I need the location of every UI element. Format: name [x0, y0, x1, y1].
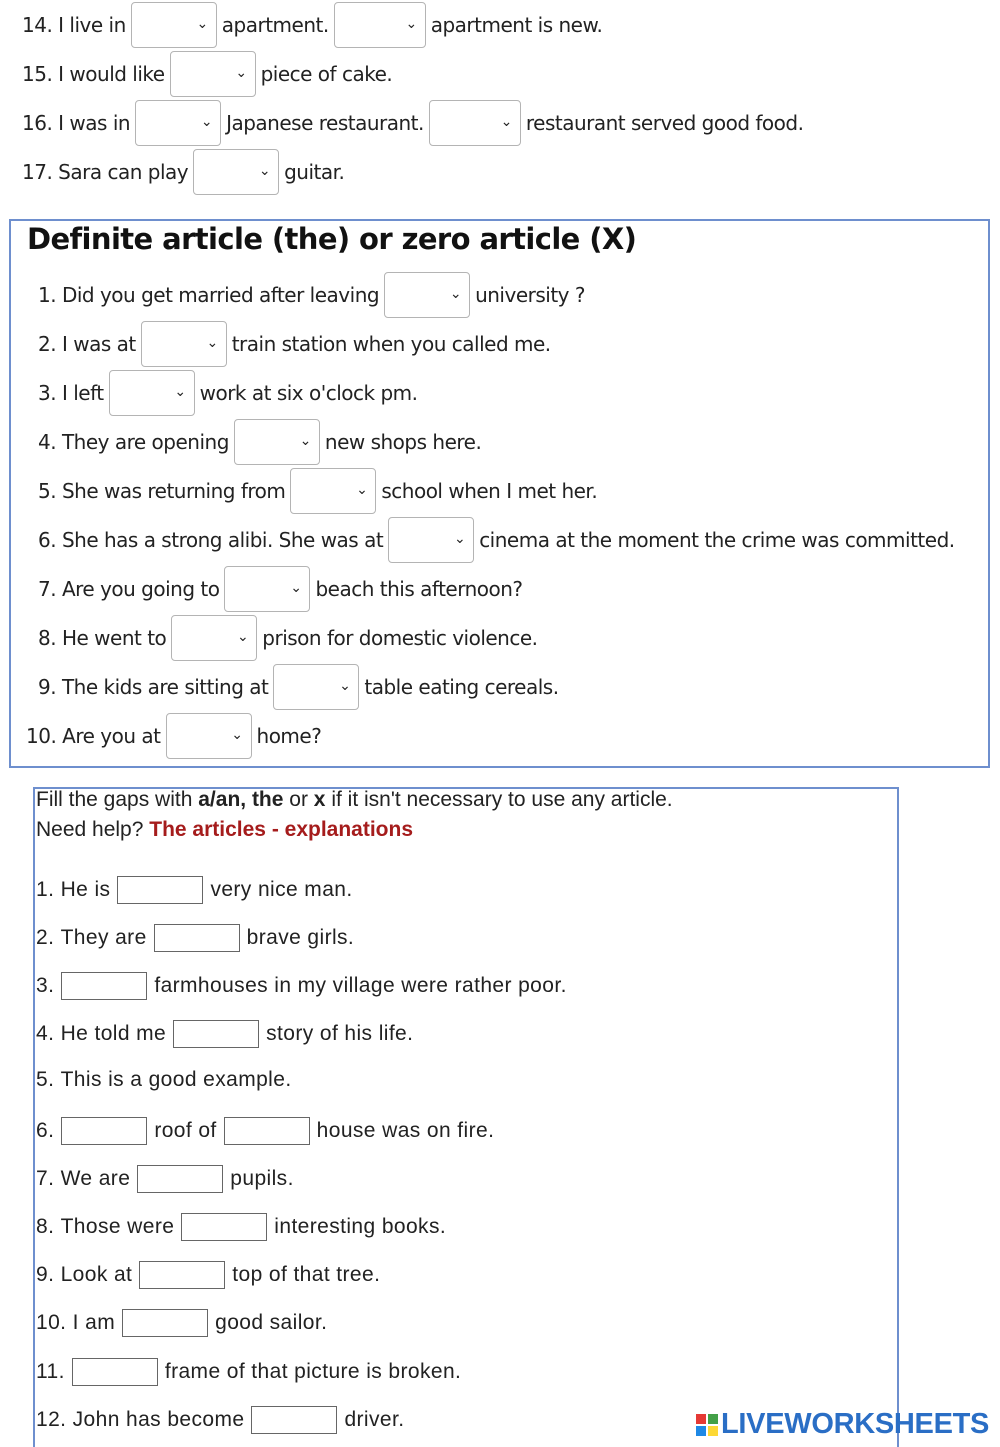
explanations-link[interactable]: The articles - explanations	[149, 818, 414, 841]
question-row	[36, 972, 567, 1000]
question-row	[36, 876, 353, 904]
chevron-down-icon: ⌄	[500, 114, 512, 130]
question-number: 9.	[38, 675, 57, 699]
question-text: We are	[60, 1167, 131, 1190]
question-number: 2.	[38, 332, 57, 356]
question-text: Sara can play	[58, 160, 189, 184]
instruction-text: a/an, the	[198, 788, 284, 811]
article-dropdown[interactable]	[234, 419, 320, 465]
question-text: I am	[72, 1311, 116, 1334]
answer-input[interactable]	[181, 1213, 267, 1241]
question-number: 14.	[22, 13, 53, 37]
answer-input[interactable]	[173, 1020, 259, 1048]
article-dropdown[interactable]	[334, 2, 426, 48]
question-text: university ?	[475, 283, 585, 307]
question-number: 6.	[38, 528, 57, 552]
question-text: roof of	[154, 1119, 217, 1142]
question-number: 3.	[38, 381, 57, 405]
article-dropdown[interactable]	[224, 566, 310, 612]
question-row	[38, 468, 597, 514]
question-row	[36, 1117, 494, 1145]
question-number: 8.	[36, 1215, 55, 1238]
question-row	[36, 1068, 292, 1092]
question-text: guitar.	[284, 160, 345, 184]
chevron-down-icon: ⌄	[453, 531, 466, 547]
question-row	[22, 51, 392, 97]
question-row	[38, 517, 955, 563]
answer-input[interactable]	[224, 1117, 310, 1145]
question-text: very nice man.	[210, 878, 353, 901]
question-number: 17.	[22, 160, 53, 184]
logo-mark-icon	[696, 1414, 718, 1436]
question-text: I would like	[58, 62, 165, 86]
question-number: 16.	[22, 111, 53, 135]
article-dropdown[interactable]	[109, 370, 195, 416]
chevron-down-icon: ⌄	[290, 580, 302, 596]
chevron-down-icon: ⌄	[235, 65, 247, 81]
question-text: house was on fire.	[316, 1119, 495, 1142]
question-number: 3.	[36, 974, 55, 997]
question-text: Look at	[60, 1263, 133, 1286]
question-row	[36, 1261, 380, 1289]
chevron-down-icon: ⌄	[258, 163, 271, 179]
question-text: The kids are sitting at	[61, 675, 269, 699]
question-text: train station when you called me.	[231, 332, 551, 356]
instructions	[36, 788, 673, 812]
question-text: John has become	[72, 1408, 245, 1431]
chevron-down-icon: ⌄	[174, 384, 186, 400]
answer-input[interactable]	[61, 1117, 147, 1145]
article-dropdown[interactable]	[388, 517, 474, 563]
article-dropdown[interactable]	[135, 100, 221, 146]
question-number: 4.	[38, 430, 57, 454]
chevron-down-icon: ⌄	[299, 433, 311, 449]
question-text: work at six o'clock pm.	[199, 381, 418, 405]
question-text: brave girls.	[246, 926, 355, 949]
question-row	[36, 924, 354, 952]
article-dropdown[interactable]	[384, 272, 470, 318]
instruction-text: Fill the gaps with	[36, 788, 199, 811]
question-text: good sailor.	[215, 1311, 328, 1334]
question-text: prison for domestic violence.	[262, 626, 538, 650]
question-row	[38, 419, 481, 465]
question-text: They are opening	[61, 430, 229, 454]
help-line	[36, 818, 413, 842]
chevron-down-icon: ⌄	[356, 482, 368, 498]
question-number: 1.	[38, 283, 57, 307]
chevron-down-icon: ⌄	[196, 16, 208, 32]
question-row	[38, 272, 585, 318]
instruction-text: or	[283, 788, 314, 811]
question-text: top of that tree.	[232, 1263, 381, 1286]
question-row	[36, 1213, 446, 1241]
question-text: She was returning from	[61, 479, 286, 503]
question-text: cinema at the moment the crime was committed.	[479, 528, 955, 552]
instruction-text: if it isn't necessary to use any article.	[325, 788, 673, 811]
section-title: Definite article (the) or zero article (X)	[27, 222, 637, 256]
article-dropdown[interactable]	[193, 149, 279, 195]
question-text: He is	[60, 878, 111, 901]
question-row	[36, 1406, 404, 1434]
answer-input[interactable]	[154, 924, 240, 952]
question-row	[36, 1358, 461, 1386]
question-number: 2.	[36, 926, 55, 949]
question-text: farmhouses in my village were rather poor.	[154, 974, 567, 997]
question-text: She has a strong alibi. She was at	[61, 528, 384, 552]
question-text: new shops here.	[324, 430, 482, 454]
question-text: restaurant served good food.	[525, 111, 804, 135]
article-dropdown[interactable]	[273, 664, 359, 710]
question-text: Japanese restaurant.	[226, 111, 424, 135]
question-number: 5.	[36, 1068, 55, 1091]
article-dropdown[interactable]	[429, 100, 521, 146]
chevron-down-icon: ⌄	[449, 286, 462, 302]
question-text: pupils.	[230, 1167, 294, 1190]
answer-input[interactable]	[72, 1358, 158, 1386]
chevron-down-icon: ⌄	[339, 678, 351, 694]
answer-input[interactable]	[117, 876, 203, 904]
chevron-down-icon: ⌄	[206, 335, 218, 351]
question-row	[36, 1165, 294, 1193]
question-number: 8.	[38, 626, 57, 650]
question-row	[38, 664, 559, 710]
help-text: Need help?	[36, 818, 150, 841]
chevron-down-icon: ⌄	[231, 727, 243, 743]
article-dropdown[interactable]	[290, 468, 376, 514]
question-row	[38, 566, 523, 612]
question-text: They are	[60, 926, 147, 949]
question-row	[22, 100, 803, 146]
question-row	[38, 321, 551, 367]
article-dropdown[interactable]	[166, 713, 252, 759]
question-row	[36, 1309, 327, 1337]
question-text: home?	[256, 724, 322, 748]
question-number: 7.	[36, 1167, 55, 1190]
question-text: table eating cereals.	[364, 675, 559, 699]
question-text: He told me	[60, 1022, 167, 1045]
question-row	[38, 615, 538, 661]
question-text: beach this afternoon?	[315, 577, 523, 601]
question-number: 10.	[36, 1311, 67, 1334]
question-number: 5.	[38, 479, 57, 503]
question-number: 15.	[22, 62, 53, 86]
question-text: interesting books.	[274, 1215, 447, 1238]
question-number: 4.	[36, 1022, 55, 1045]
question-number: 1.	[36, 878, 55, 901]
answer-input[interactable]	[251, 1406, 337, 1434]
question-text: Are you going to	[61, 577, 220, 601]
article-dropdown[interactable]	[131, 2, 217, 48]
question-text: I left	[61, 381, 104, 405]
question-text: apartment.	[221, 13, 329, 37]
question-row	[22, 149, 344, 195]
question-text: story of his life.	[266, 1022, 414, 1045]
instruction-text: x	[313, 788, 326, 811]
question-text: He went to	[61, 626, 167, 650]
question-text: driver.	[344, 1408, 405, 1431]
answer-input[interactable]	[139, 1261, 225, 1289]
question-row	[38, 370, 417, 416]
question-text: Are you at	[62, 724, 161, 748]
article-dropdown[interactable]	[141, 321, 227, 367]
question-text: piece of cake.	[260, 62, 393, 86]
chevron-down-icon: ⌄	[237, 629, 249, 645]
question-text: This is a good example.	[60, 1068, 292, 1091]
question-text: Those were	[60, 1215, 175, 1238]
answer-input[interactable]	[137, 1165, 223, 1193]
article-dropdown[interactable]	[170, 51, 256, 97]
question-number: 6.	[36, 1119, 55, 1142]
liveworksheets-logo	[696, 1408, 989, 1441]
question-text: Did you get married after leaving	[61, 283, 380, 307]
answer-input[interactable]	[61, 972, 147, 1000]
chevron-down-icon: ⌄	[200, 114, 213, 130]
question-row	[36, 1020, 413, 1048]
question-number: 9.	[36, 1263, 55, 1286]
question-text: I live in	[58, 13, 126, 37]
question-number: 7.	[38, 577, 57, 601]
question-number: 11.	[36, 1360, 65, 1383]
question-text: frame of that picture is broken.	[164, 1360, 462, 1383]
article-dropdown[interactable]	[171, 615, 257, 661]
chevron-down-icon: ⌄	[405, 16, 417, 32]
question-row	[26, 713, 321, 759]
question-number: 12.	[36, 1408, 67, 1431]
question-number: 10.	[26, 724, 57, 748]
answer-input[interactable]	[122, 1309, 208, 1337]
question-text: school when I met her.	[381, 479, 598, 503]
question-text: I was at	[61, 332, 136, 356]
question-row	[22, 2, 602, 48]
question-text: I was in	[58, 111, 131, 135]
logo-text: LIVEWORKSHEETS	[721, 1408, 990, 1440]
question-text: apartment is new.	[430, 13, 603, 37]
